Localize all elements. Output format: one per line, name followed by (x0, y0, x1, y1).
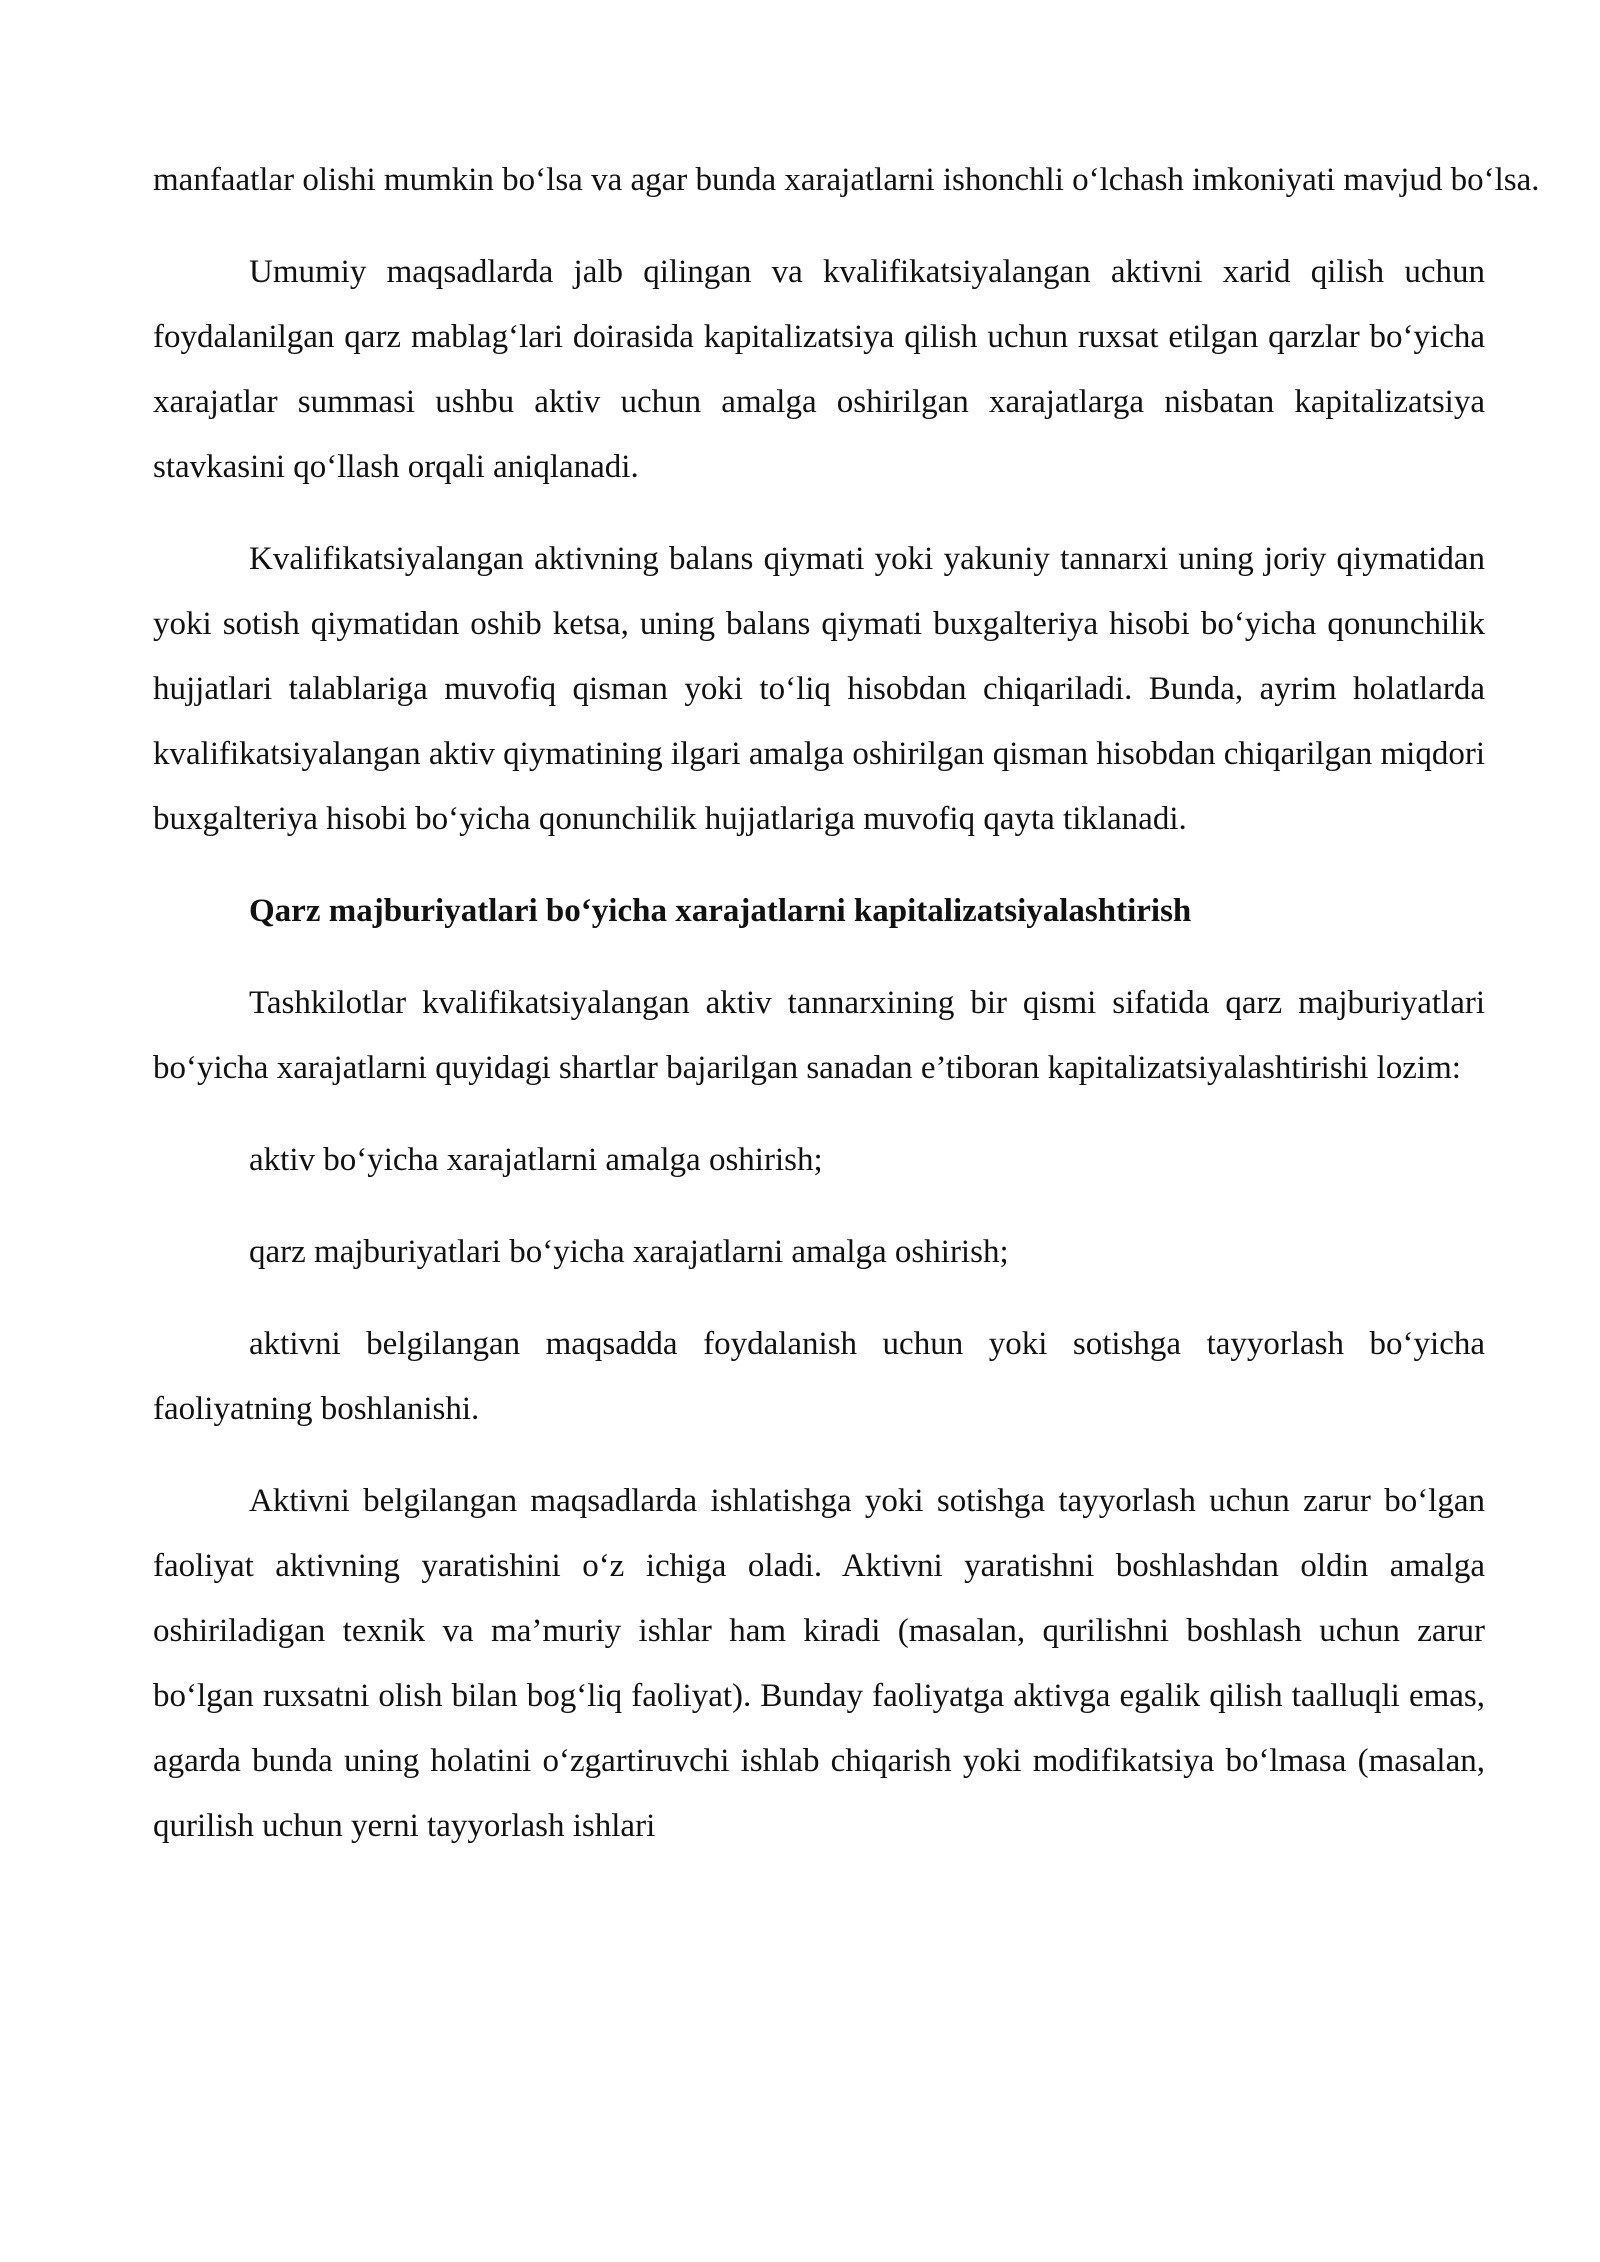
condition-item: aktiv bo‘yicha xarajatlarni amalga oshirish; (249, 1142, 823, 1178)
condition-item: aktivni belgilangan maqsadda foydalanish uchun yoki sotishga tayyorlash bo‘yicha faoliyatning boshlanishi. (153, 1326, 1485, 1427)
section-heading: Qarz majburiyatlari bo‘yicha xarajatlarni kapitalizatsiyalashtirish (249, 893, 1192, 929)
document-page (153, 148, 1540, 1859)
condition-item: qarz majburiyatlari bo‘yicha xarajatlarni amalga oshirish; (249, 1234, 1009, 1270)
paragraph-activity-definition: Aktivni belgilangan maqsadlarda ishlatishga yoki sotishga tayyorlash uchun zarur bo‘lgan faoliyat aktivning yaratishini o‘z ichiga oladi. Aktivni yaratishni boshlashdan oldin amalga oshiriladigan texnik va ma’muriy ishlar ham kiradi (masalan, qurilishni boshlash uchun zarur bo‘lgan ruxsatni olish bilan bog‘liq faoliyat). Bunday faoliyatga aktivga egalik qilish taalluqli emas, agarda bunda uning holatini o‘zgartiruvchi ishlab chiqarish yoki modifikatsiya bo‘lmasa (masalan, qurilish uchun yerni tayyorlash ishlari (153, 1483, 1485, 1844)
paragraph-conditions-intro: Tashkilotlar kvalifikatsiyalangan aktiv tannarxining bir qismi sifatida qarz majburiyatlari bo‘yicha xarajatlarni quyidagi shartlar bajarilgan sanadan e’tiboran kapitalizatsiyalashtirishi lozim: (153, 985, 1485, 1086)
paragraph-capitalization-amount: Umumiy maqsadlarda jalb qilingan va kvalifikatsiyalangan aktivni xarid qilish uchun foydalanilgan qarz mablag‘lari doirasida kapitalizatsiya qilish uchun ruxsat etilgan qarzlar bo‘yicha xarajatlar summasi ushbu aktiv uchun amalga oshirilgan xarajatlarga nisbatan kapitalizatsiya stavkasini qo‘llash orqali aniqlanadi. (153, 254, 1485, 485)
paragraph-balance-writeoff: Kvalifikatsiyalangan aktivning balans qiymati yoki yakuniy tannarxi uning joriy qiymatidan yoki sotish qiymatidan oshib ketsa, uning balans qiymati buxgalteriya hisobi bo‘yicha qonunchilik hujjatlari talablariga muvofiq qisman yoki to‘liq hisobdan chiqariladi. Bunda, ayrim holatlarda kvalifikatsiyalangan aktiv qiymatining ilgari amalga oshirilgan qisman hisobdan chiqarilgan miqdori buxgalteriya hisobi bo‘yicha qonunchilik hujjatlariga muvofiq qayta tiklanadi. (153, 541, 1485, 837)
paragraph-continuation: manfaatlar olishi mumkin bo‘lsa va agar bunda xarajatlarni ishonchli o‘lchash imkoniyati mavjud bo‘lsa. (153, 162, 1540, 198)
